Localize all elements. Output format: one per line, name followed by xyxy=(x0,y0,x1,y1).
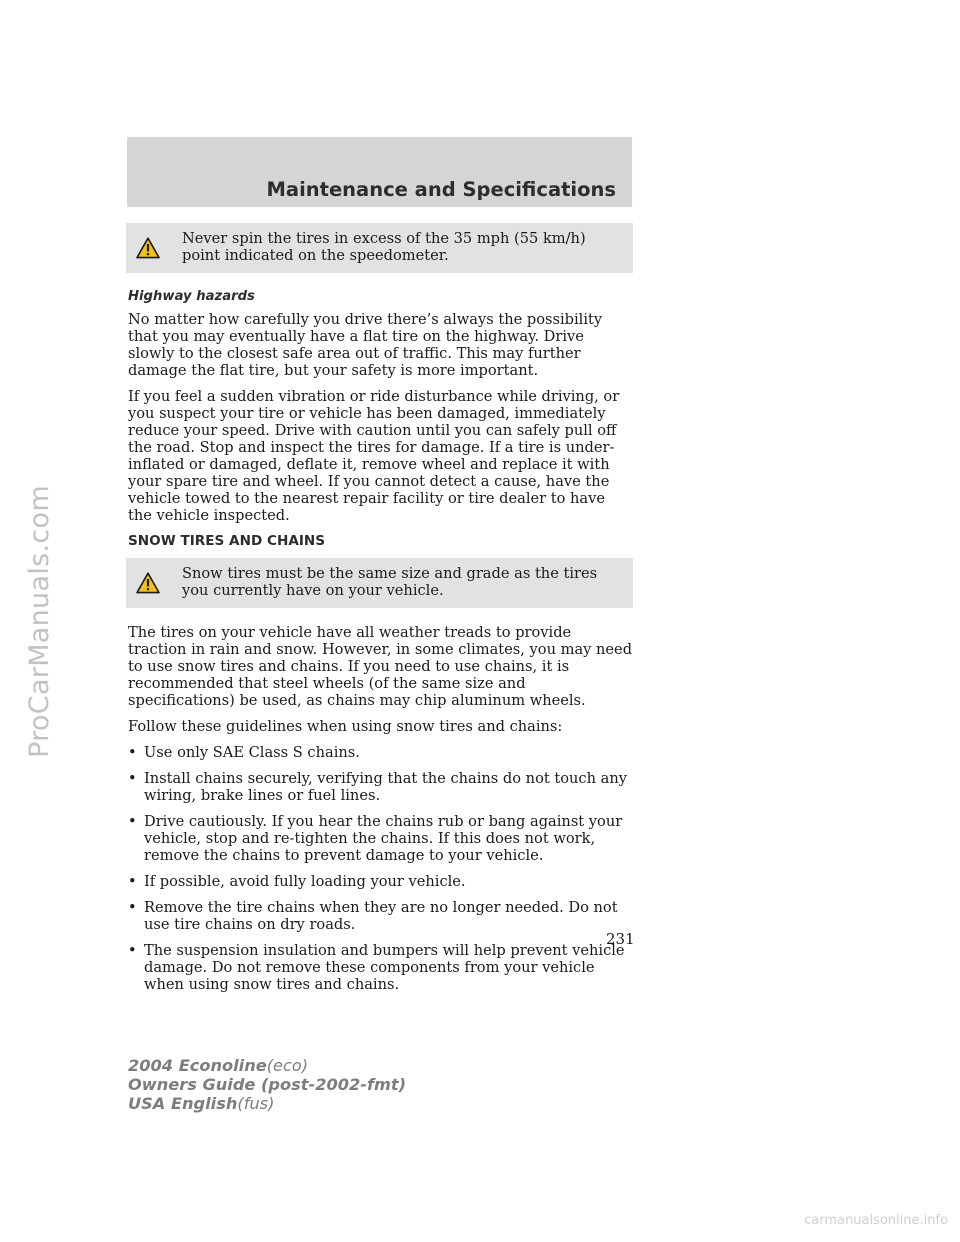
side-watermark xyxy=(4,0,74,1242)
guidelines-list xyxy=(128,744,633,993)
paragraph: The tires on your vehicle have all weather treads to provide traction in rain and snow. However, in some climates, you may need to use snow tires and chains. If you need to use chains, it is recommended that steel wheels (of the same size and specifications) be used, as chains may chip aluminum wheels. xyxy=(128,624,633,709)
section-title: Maintenance and Specifications xyxy=(266,178,616,201)
bullet: • xyxy=(128,942,137,959)
warning-box xyxy=(126,558,633,608)
warning-box xyxy=(126,223,633,273)
bullet: • xyxy=(128,770,137,787)
list-item-text: Drive cautiously. If you hear the chains rub or bang against your vehicle, stop and re-tighten the chains. If this does not work, remove the chains to prevent damage to your vehicle. xyxy=(144,813,623,864)
footer-guide: Owners Guide (post-2002-fmt) xyxy=(128,1075,407,1094)
subheading-highway-hazards: Highway hazards xyxy=(128,289,255,304)
bullet: • xyxy=(128,813,137,830)
paragraph: Follow these guidelines when using snow tires and chains: xyxy=(128,718,563,735)
warning-triangle-icon xyxy=(136,230,182,263)
list-item xyxy=(128,899,633,933)
bullet: • xyxy=(128,873,137,890)
list-item xyxy=(128,744,633,761)
list-item xyxy=(128,813,633,864)
list-item-text: The suspension insulation and bumpers will help prevent vehicle damage. Do not remove these components from your vehicle when using snow tires and chains. xyxy=(144,942,625,993)
page-number: 231 xyxy=(606,930,635,948)
heading-snow-tires: SNOW TIRES AND CHAINS xyxy=(128,533,326,549)
list-item-text: Remove the tire chains when they are no longer needed. Do not use tire chains on dry roads. xyxy=(144,899,618,933)
list-item-text: Use only SAE Class S chains. xyxy=(144,744,360,761)
footer xyxy=(128,1056,406,1113)
warning-triangle-icon xyxy=(136,565,182,598)
warning-text: Snow tires must be the same size and grade as the tires you currently have on your vehicle. xyxy=(182,565,598,599)
side-watermark-text: ProCarManuals.com xyxy=(23,484,55,758)
footer-line-1 xyxy=(128,1056,406,1075)
footer-language-code: (fus) xyxy=(237,1094,275,1113)
list-item xyxy=(128,770,633,804)
page-content xyxy=(128,223,633,1002)
list-item-text: Install chains securely, verifying that the chains do not touch any wiring, brake lines or fuel lines. xyxy=(144,770,627,804)
footer-model: 2004 Econoline xyxy=(128,1056,267,1075)
footer-line-2 xyxy=(128,1075,406,1094)
list-item xyxy=(128,873,633,890)
warning-text: Never spin the tires in excess of the 35 mph (55 km/h) point indicated on the speedometer. xyxy=(182,230,586,264)
section-header xyxy=(127,137,632,207)
footer-line-3 xyxy=(128,1094,406,1113)
bullet: • xyxy=(128,744,137,761)
list-item-text: If possible, avoid fully loading your vehicle. xyxy=(144,873,466,890)
list-item xyxy=(128,942,633,993)
paragraph: If you feel a sudden vibration or ride disturbance while driving, or you suspect your tire or vehicle has been damaged, immediately reduce your speed. Drive with caution until you can safely pull off the road. Stop and inspect the tires for damage. If a tire is under-inflated or damaged, deflate it, remove wheel and replace it with your spare tire and wheel. If you cannot detect a cause, have the vehicle towed to the nearest repair facility or tire dealer to have the vehicle inspected. xyxy=(128,388,620,524)
bottom-watermark: carmanualsonline.info xyxy=(804,1213,948,1228)
bullet: • xyxy=(128,899,137,916)
footer-model-code: (eco) xyxy=(266,1056,309,1075)
paragraph: No matter how carefully you drive there’s always the possibility that you may eventually have a flat tire on the highway. Drive slowly to the closest safe area out of traffic. This may further damage the flat tire, but your safety is more important. xyxy=(128,311,603,379)
footer-language: USA English xyxy=(128,1094,238,1113)
